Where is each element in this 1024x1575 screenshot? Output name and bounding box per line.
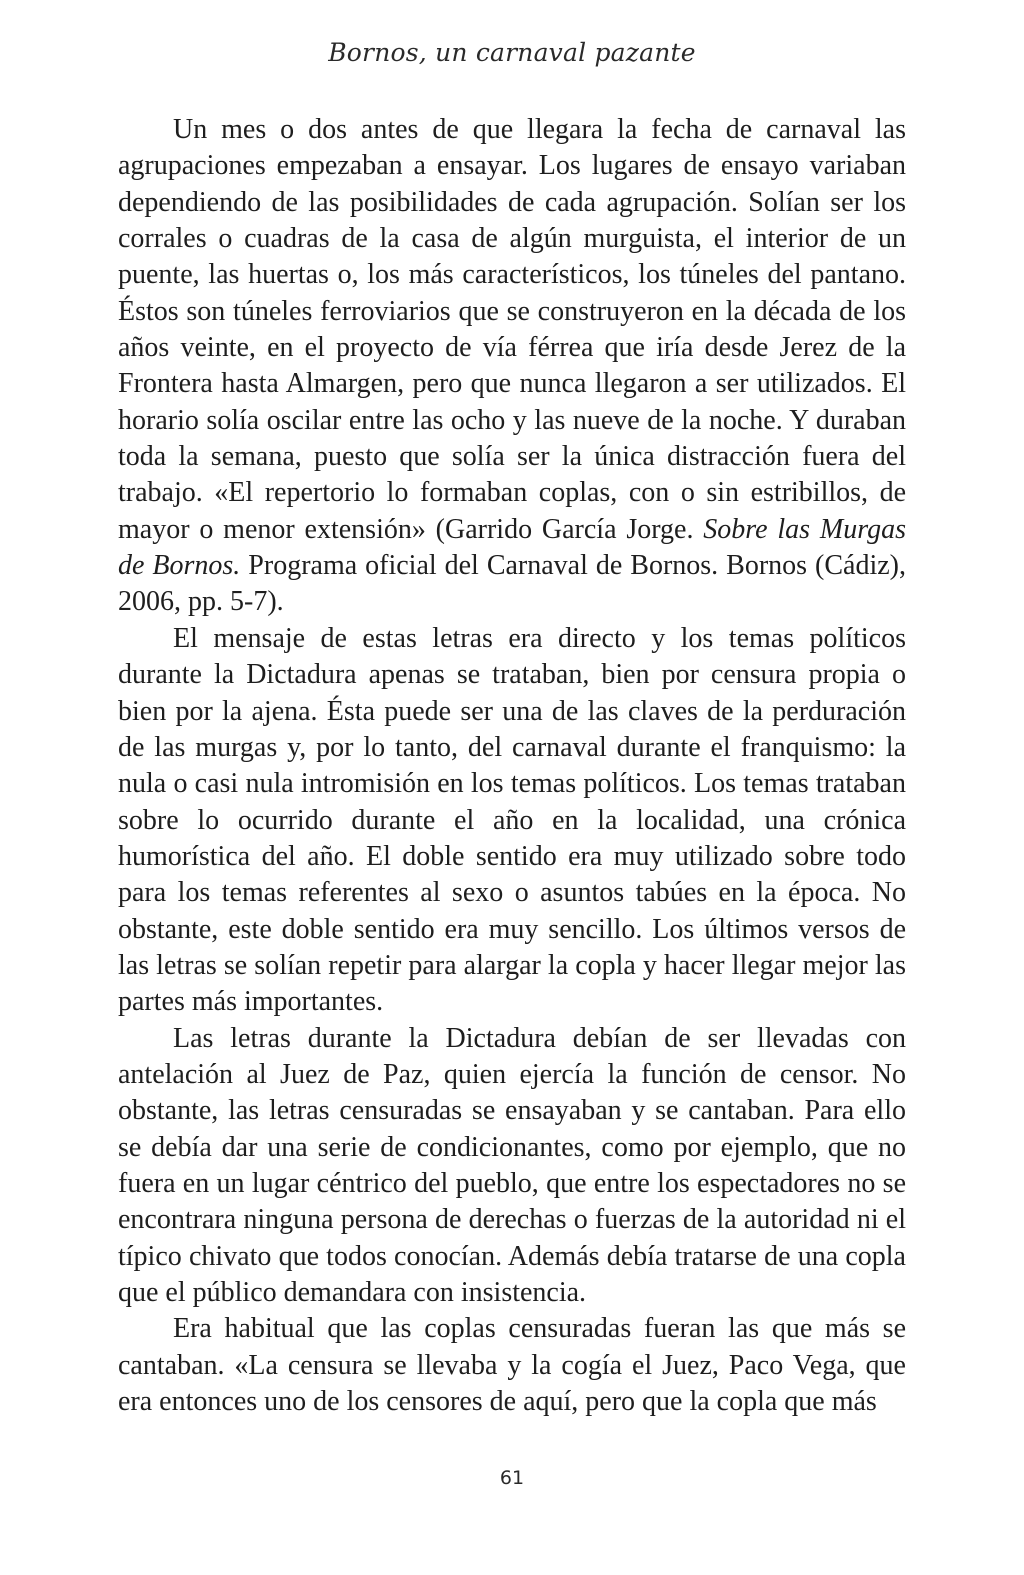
paragraph-1 xyxy=(118,112,906,621)
page-number: 61 xyxy=(499,1467,525,1489)
paragraph-1-italic-title: Sobre las Murgas de Bornos. xyxy=(118,513,906,582)
paragraph-4: Era habitual que las coplas censuradas fueran las que más se cantaban. «La censura se llevaba y la cogía el Juez, Paco Vega, que era entonces uno de los censores de aquí, pero que la copla que más xyxy=(118,1313,906,1418)
paragraph-3: Las letras durante la Dictadura debían de ser llevadas con antelación al Juez de Paz, quien ejercía la función de censor. No obstante, las letras censuradas se ensayaban y se cantaban. Para ello se debía dar una serie de condicionantes, como por ejemplo, que no fuera en un lugar céntrico del pueblo, que entre los espectadores no se encontrara ninguna persona de derechas o fuerzas de la autoridad ni el típico chivato que todos conocían. Además debía tratarse de una copla que el público demandara con insistencia. xyxy=(118,1022,906,1308)
paragraph-1-text-a: Un mes o dos antes de que llegara la fecha de carnaval las agrupaciones empezaban a ensayar. Los lugares de ensayo variaban dependiendo de las posibilidades de cada agrupación. Solían ser los corrales o cuadras de la casa de algún murguista, el interior de un puente, las huertas o, los más característicos, los túneles del pantano. Éstos son túneles ferroviarios que se construyeron en la década de los años veinte, en el proyecto de vía férrea que iría desde Jerez de la Frontera hasta Almargen, pero que nunca llegaron a ser utilizados. El horario solía oscilar entre las ocho y las nueve de la noche. Y duraban toda la semana, puesto que solía ser la única distracción fuera del trabajo. «El repertorio lo formaban coplas, con o sin estribillos, de mayor o menor extensión» (Garrido García Jorge. xyxy=(118,114,906,545)
paragraph-2: El mensaje de estas letras era directo y los temas políticos durante la Dictadura apenas se trataban, bien por censura propia o bien por la ajena. Ésta puede ser una de las claves de la perduración de las murgas y, por lo tanto, del carnaval durante el franquismo: la nula o casi nula intromisión en los temas políticos. Los temas trataban sobre lo ocurrido durante el año en la localidad, una crónica humorística del año. El doble sentido era muy utilizado sobre todo para los temas referentes al sexo o asuntos tabúes en la época. No obstante, este doble sentido era muy sencillo. Los últimos versos de las letras se solían repetir para alargar la copla y hacer llegar mejor las partes más importantes. xyxy=(118,622,906,1018)
paragraph-1-text-b: Programa oficial del Carnaval de Bornos. Bornos (Cádiz), 2006, pp. 5-7). xyxy=(118,550,906,618)
running-header-title: Bornos, un carnaval pazante xyxy=(328,38,696,67)
body-text xyxy=(118,112,906,1420)
